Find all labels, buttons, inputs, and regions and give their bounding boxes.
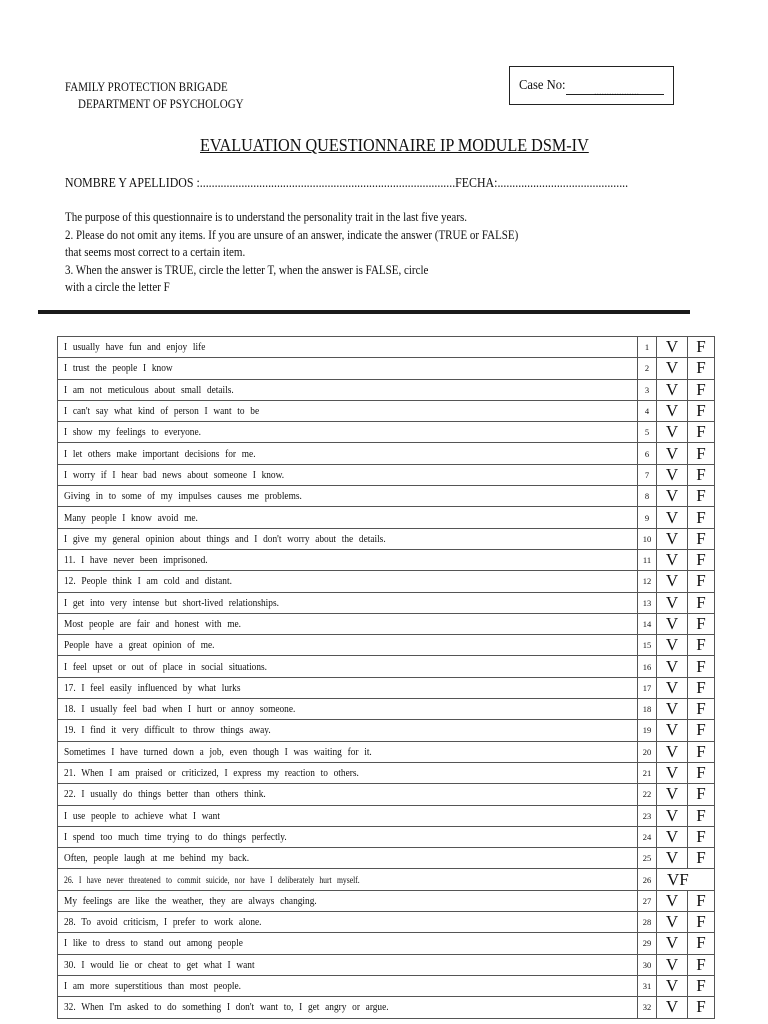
answer-true-option[interactable]: V [657,549,688,570]
question-text: I am not meticulous about small details. [58,379,638,400]
instructions [65,209,625,297]
question-row [58,890,715,911]
answer-true-option[interactable]: V [657,741,688,762]
answer-true-option[interactable]: V [657,528,688,549]
answer-false-option[interactable]: F [688,784,715,805]
answer-true-option[interactable]: V [657,656,688,677]
question-text: 17. I feel easily influenced by what lurks [58,677,638,698]
question-number: 30 [638,954,657,975]
question-number: 31 [638,975,657,996]
question-text: Giving in to some of my impulses causes me problems. [58,486,638,507]
name-date-line [65,175,628,191]
question-text: 26. I have never threatened to commit suicide, nor have I deliberately hurt myself. [58,869,638,890]
question-number: 28 [638,912,657,933]
answer-true-option[interactable]: V [657,805,688,826]
question-row [58,400,715,421]
question-number: 3 [638,379,657,400]
answer-true-option[interactable]: V [657,422,688,443]
name-label: NOMBRE Y APELLIDOS : [65,175,200,190]
question-row [58,826,715,847]
answer-false-option[interactable]: F [688,912,715,933]
answer-false-option[interactable]: F [688,805,715,826]
question-row [58,486,715,507]
answer-false-option[interactable]: F [688,699,715,720]
question-number: 6 [638,443,657,464]
answer-false-option[interactable]: F [688,464,715,485]
answer-false-option[interactable]: F [688,762,715,783]
answer-false-option[interactable]: F [688,848,715,869]
question-text: 21. When I am praised or criticized, I express my reaction to others. [58,762,638,783]
question-text: People have a great opinion of me. [58,635,638,656]
question-row [58,549,715,570]
question-number: 9 [638,507,657,528]
question-row [58,422,715,443]
answer-true-option[interactable]: V [657,635,688,656]
answer-false-option[interactable]: F [688,528,715,549]
answer-false-option[interactable]: F [688,549,715,570]
question-text: My feelings are like the weather, they are always changing. [58,890,638,911]
divider [38,310,690,314]
answer-false-option[interactable]: F [688,358,715,379]
instruction-line: 3. When the answer is TRUE, circle the letter T, when the answer is FALSE, circle [65,262,429,277]
answer-true-option[interactable]: V [657,400,688,421]
answer-false-option[interactable]: F [688,826,715,847]
question-text: 12. People think I am cold and distant. [58,571,638,592]
question-row [58,699,715,720]
question-number: 2 [638,358,657,379]
answer-false-option[interactable]: F [688,997,715,1018]
name-field[interactable]: ...................................................................................... [199,175,456,190]
question-text: I trust the people I know [58,358,638,379]
case-label: Case No: [519,78,566,93]
instruction-line: 2. Please do not omit any items. If you are unsure of an answer, indicate the answer (TRUE or FALSE) [65,227,519,242]
question-number: 11 [638,549,657,570]
questionnaire-table [57,336,715,1019]
question-row [58,741,715,762]
question-number: 27 [638,890,657,911]
answer-true-option[interactable]: V [657,890,688,911]
question-row [58,656,715,677]
question-text: 22. I usually do things better than others think. [58,784,638,805]
answer-true-option[interactable]: V [657,613,688,634]
answer-true-option[interactable]: V [657,784,688,805]
question-number: 4 [638,400,657,421]
answer-true-option[interactable]: V [657,997,688,1018]
question-row [58,912,715,933]
answer-true-option[interactable]: V [657,826,688,847]
question-number: 25 [638,848,657,869]
answer-true-option[interactable]: V [657,443,688,464]
question-text: Many people I know avoid me. [58,507,638,528]
question-row [58,954,715,975]
answer-true-option[interactable]: V [657,464,688,485]
question-row [58,720,715,741]
question-number: 20 [638,741,657,762]
instruction-line: that seems most correct to a certain item. [65,245,246,259]
question-row [58,443,715,464]
answer-false-option[interactable]: F [688,635,715,656]
question-text: I like to dress to stand out among people [58,933,638,954]
question-number: 18 [638,699,657,720]
answer-true-option[interactable]: V [657,975,688,996]
answer-false-option[interactable]: F [688,677,715,698]
question-number: 10 [638,528,657,549]
answer-false-option[interactable]: F [688,890,715,911]
question-number: 12 [638,571,657,592]
question-text: I show my feelings to everyone. [58,422,638,443]
question-text: I am more superstitious than most people. [58,975,638,996]
question-text: Often, people laugh at me behind my back. [58,848,638,869]
question-text: I feel upset or out of place in social situations. [58,656,638,677]
answer-false-option[interactable]: F [688,422,715,443]
answer-true-option[interactable]: V [657,762,688,783]
question-row [58,613,715,634]
question-number: 1 [638,337,657,358]
answer-false-option[interactable]: F [688,656,715,677]
question-row [58,869,715,890]
question-row [58,677,715,698]
answer-false-option[interactable]: F [688,933,715,954]
question-number: 21 [638,762,657,783]
question-text: I give my general opinion about things and I don't worry about the details. [58,528,638,549]
question-number: 17 [638,677,657,698]
question-number: 19 [638,720,657,741]
question-number: 16 [638,656,657,677]
org-name: FAMILY PROTECTION BRIGADE [65,80,228,94]
answer-false-option[interactable]: F [688,379,715,400]
question-text: Sometimes I have turned down a job, even though I was waiting for it. [58,741,638,762]
answer-true-option[interactable]: V [657,954,688,975]
answer-true-option[interactable]: V [657,592,688,613]
case-number-dots: .................. [594,87,639,98]
question-row [58,571,715,592]
question-row [58,933,715,954]
answer-true-option[interactable]: V [657,379,688,400]
answer-true-option[interactable]: V [657,699,688,720]
question-row [58,528,715,549]
answer-false-option[interactable]: F [688,443,715,464]
question-text: 32. When I'm asked to do something I don't want to, I get angry or argue. [58,997,638,1018]
question-number: 24 [638,826,657,847]
question-row [58,805,715,826]
question-number: 23 [638,805,657,826]
answer-true-option[interactable]: V [657,933,688,954]
answer-false-option[interactable]: F [688,954,715,975]
question-number: 5 [638,422,657,443]
question-row [58,358,715,379]
question-row [58,784,715,805]
answer-false-option[interactable]: F [688,571,715,592]
answer-false-option[interactable]: F [688,613,715,634]
answer-true-option[interactable]: V [657,486,688,507]
answer-false-option[interactable]: F [688,720,715,741]
question-number: 22 [638,784,657,805]
question-row [58,762,715,783]
question-number: 13 [638,592,657,613]
question-text: 19. I find it very difficult to throw things away. [58,720,638,741]
question-number: 8 [638,486,657,507]
question-text: 11. I have never been imprisoned. [58,549,638,570]
answer-true-option[interactable]: V [657,720,688,741]
question-text: I worry if I hear bad news about someone I know. [58,464,638,485]
case-number-box [509,66,674,105]
date-field[interactable]: ............................................ [497,175,629,190]
answer-false-option[interactable]: F [688,592,715,613]
answer-false-option[interactable]: F [688,400,715,421]
answer-true-false-option[interactable]: VF [657,869,715,890]
department-name: DEPARTMENT OF PSYCHOLOGY [78,97,244,111]
answer-true-option[interactable]: V [657,848,688,869]
answer-true-option[interactable]: V [657,912,688,933]
question-row [58,464,715,485]
question-number: 32 [638,997,657,1018]
question-text: I spend too much time trying to do things perfectly. [58,826,638,847]
question-row [58,507,715,528]
answer-false-option[interactable]: F [688,486,715,507]
question-row [58,592,715,613]
question-number: 26 [638,869,657,890]
question-text: 30. I would lie or cheat to get what I want [58,954,638,975]
question-number: 7 [638,464,657,485]
instruction-line: The purpose of this questionnaire is to understand the personality trait in the last five years. [65,210,468,224]
answer-false-option[interactable]: F [688,337,715,358]
question-row [58,997,715,1018]
question-text: Most people are fair and honest with me. [58,613,638,634]
question-text: I get into very intense but short-lived relationships. [58,592,638,613]
instruction-line: with a circle the letter F [65,280,170,294]
question-number: 15 [638,635,657,656]
question-text: I can't say what kind of person I want to be [58,400,638,421]
question-text: 18. I usually feel bad when I hurt or annoy someone. [58,699,638,720]
question-text: I let others make important decisions for me. [58,443,638,464]
answer-true-option[interactable]: V [657,571,688,592]
answer-false-option[interactable]: F [688,741,715,762]
question-row [58,848,715,869]
answer-true-option[interactable]: V [657,677,688,698]
date-label: FECHA: [455,175,498,190]
question-number: 14 [638,613,657,634]
question-row [58,975,715,996]
question-number: 29 [638,933,657,954]
answer-true-option[interactable]: V [657,507,688,528]
answer-true-option[interactable]: V [657,337,688,358]
answer-false-option[interactable]: F [688,507,715,528]
question-row [58,635,715,656]
answer-false-option[interactable]: F [688,975,715,996]
question-row [58,337,715,358]
question-text: 28. To avoid criticism, I prefer to work alone. [58,912,638,933]
question-row [58,379,715,400]
page-title: EVALUATION QUESTIONNAIRE IP MODULE DSM-IV [200,135,589,155]
question-text: I use people to achieve what I want [58,805,638,826]
question-text: I usually have fun and enjoy life [58,337,638,358]
answer-true-option[interactable]: V [657,358,688,379]
